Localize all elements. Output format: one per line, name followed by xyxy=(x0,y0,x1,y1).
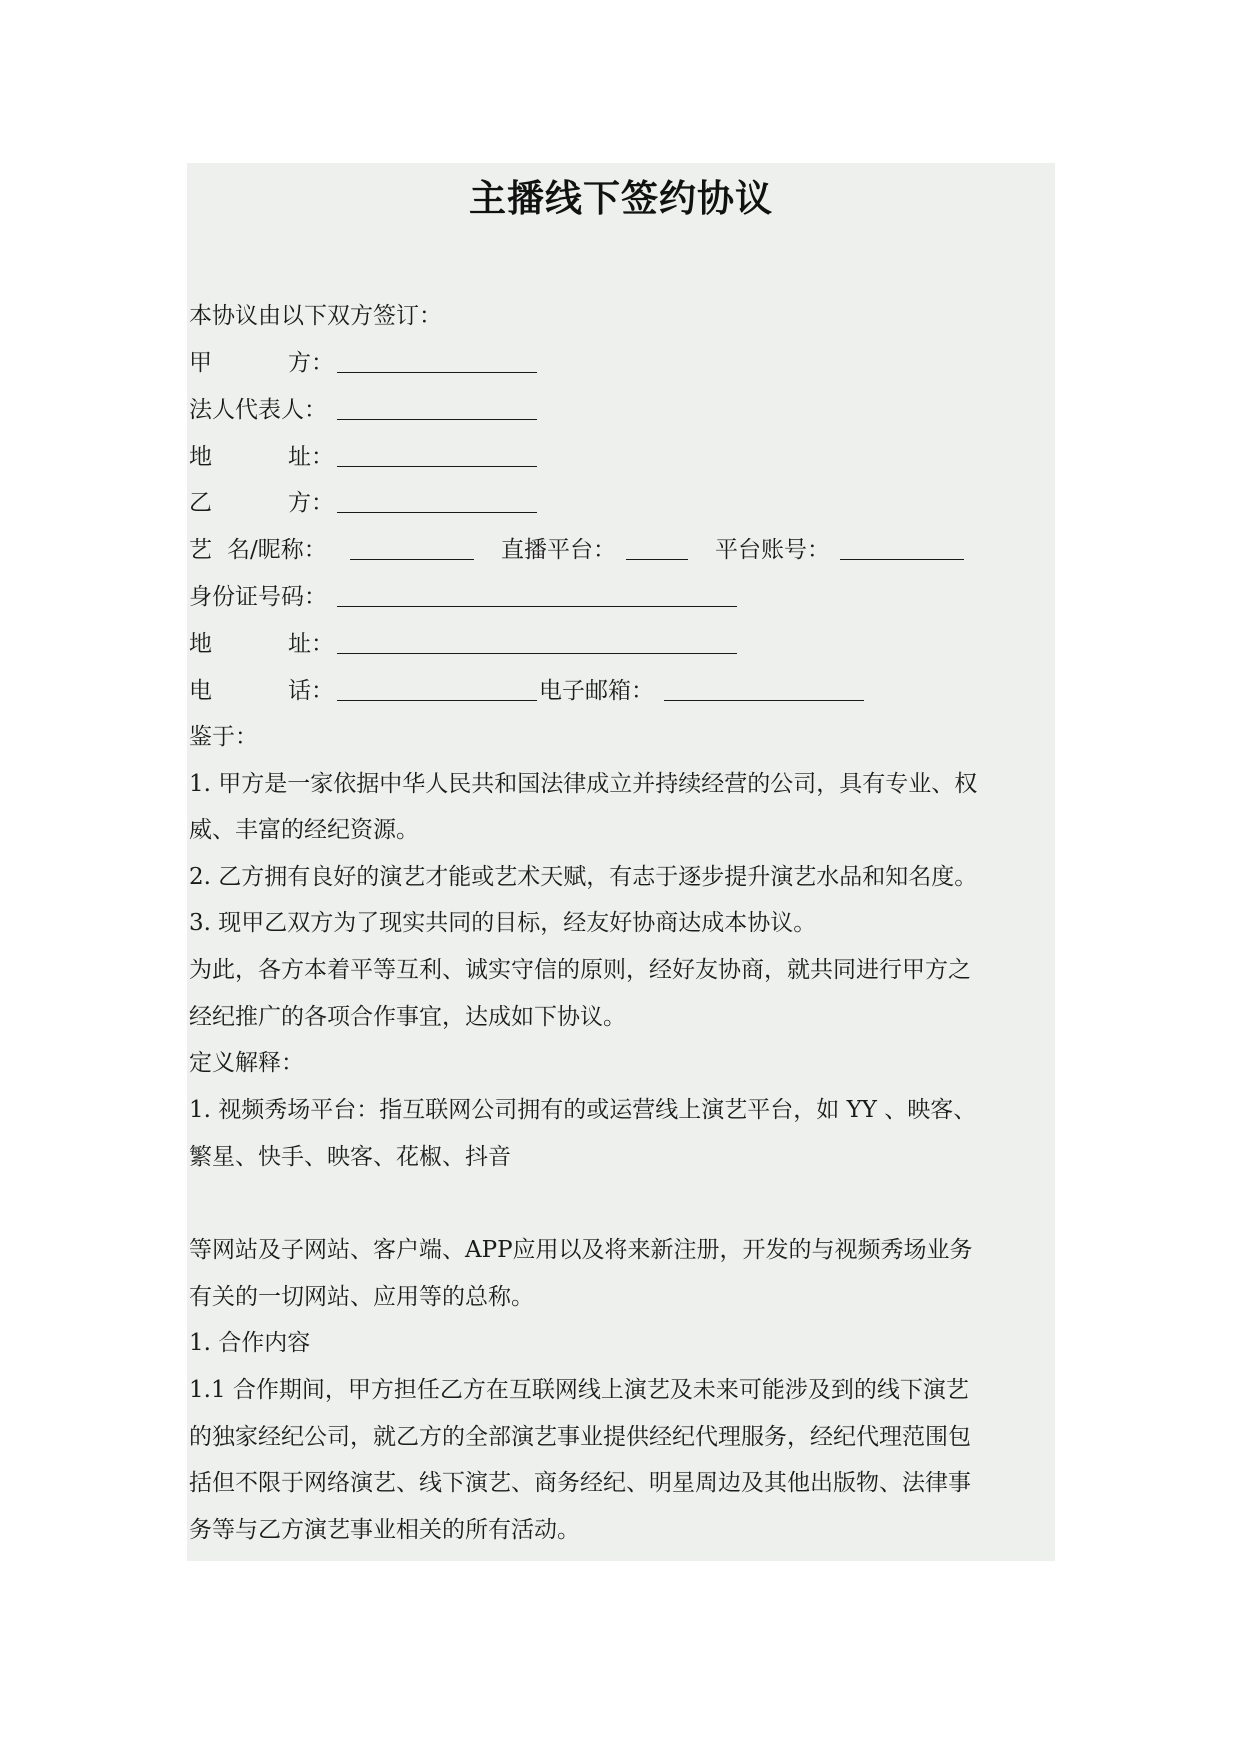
whereas-item-3: 3. 现甲乙双方为了现实共同的目标，经友好协商达成本协议。 xyxy=(189,910,817,936)
party-b-address-label-suffix: 址： xyxy=(288,631,334,657)
document-title: 主播线下签约协议 xyxy=(469,177,773,220)
party-b-blank xyxy=(337,512,537,513)
party-b-label-char: 乙 xyxy=(189,490,212,516)
definition-1-line-4: 有关的一切网站、应用等的总称。 xyxy=(189,1284,534,1310)
party-a-label-suffix: 方： xyxy=(288,350,334,376)
definition-1-line-3: 等网站及子网站、客户端、APP应用以及将来新注册，开发的与视频秀场业务 xyxy=(189,1237,973,1263)
legal-rep-blank xyxy=(337,419,537,420)
whereas-item-1-line-2: 威、丰富的经纪资源。 xyxy=(189,817,419,843)
party-a-address-label-char: 地 xyxy=(189,444,212,470)
document-page xyxy=(187,163,1055,1561)
party-b-address-blank xyxy=(337,653,737,654)
party-a-address-label-suffix: 址： xyxy=(288,444,334,470)
definition-1-line-2: 繁星、快手、映客、花椒、抖音 xyxy=(189,1144,511,1170)
definitions-heading: 定义解释： xyxy=(189,1050,304,1076)
legal-rep-label: 法人代表人： xyxy=(189,397,327,423)
clause-1-1-line-4: 务等与乙方演艺事业相关的所有活动。 xyxy=(189,1517,580,1543)
id-number-blank xyxy=(337,606,737,607)
clause-1-1-line-1: 1.1 合作期间，甲方担任乙方在互联网线上演艺及未来可能涉及到的线下演艺 xyxy=(189,1377,969,1403)
stage-name-label-suffix: 名/昵称： xyxy=(227,537,327,563)
email-label: 电子邮箱： xyxy=(539,678,654,704)
whereas-item-1-line-1: 1. 甲方是一家依据中华人民共和国法律成立并持续经营的公司，具有专业、权 xyxy=(189,771,978,797)
clause-1-1-line-3: 括但不限于网络演艺、线下演艺、商务经纪、明星周边及其他出版物、法律事 xyxy=(189,1470,971,1496)
phone-blank xyxy=(337,700,537,701)
platform-account-blank xyxy=(840,559,964,560)
party-a-address-blank xyxy=(337,466,537,467)
stage-name-blank xyxy=(350,559,474,560)
definition-1-line-1: 1. 视频秀场平台：指互联网公司拥有的或运营线上演艺平台，如 YY 、映客、 xyxy=(189,1097,977,1123)
purpose-line-1: 为此，各方本着平等互利、诚实守信的原则，经好友协商，就共同进行甲方之 xyxy=(189,957,971,983)
whereas-heading: 鉴于： xyxy=(189,724,258,750)
email-blank xyxy=(664,700,864,701)
platform-account-label: 平台账号： xyxy=(715,537,830,563)
party-a-label-char: 甲 xyxy=(189,350,212,376)
party-a-blank xyxy=(337,372,537,373)
purpose-line-2: 经纪推广的各项合作事宜，达成如下协议。 xyxy=(189,1004,626,1030)
stage-name-label-char: 艺 xyxy=(189,537,212,563)
party-b-address-label-char: 地 xyxy=(189,631,212,657)
id-number-label: 身份证号码： xyxy=(189,584,327,610)
live-platform-blank xyxy=(626,559,688,560)
whereas-item-2: 2. 乙方拥有良好的演艺才能或艺术天赋，有志于逐步提升演艺水品和知名度。 xyxy=(189,864,978,890)
clause-1-1-line-2: 的独家经纪公司，就乙方的全部演艺事业提供经纪代理服务，经纪代理范围包 xyxy=(189,1424,971,1450)
party-b-label-suffix: 方： xyxy=(288,490,334,516)
live-platform-label: 直播平台： xyxy=(501,537,616,563)
phone-label-suffix: 话： xyxy=(288,678,334,704)
phone-label-char: 电 xyxy=(189,678,212,704)
section-1-heading: 1. 合作内容 xyxy=(189,1330,311,1356)
intro-text: 本协议由以下双方签订： xyxy=(189,303,442,329)
